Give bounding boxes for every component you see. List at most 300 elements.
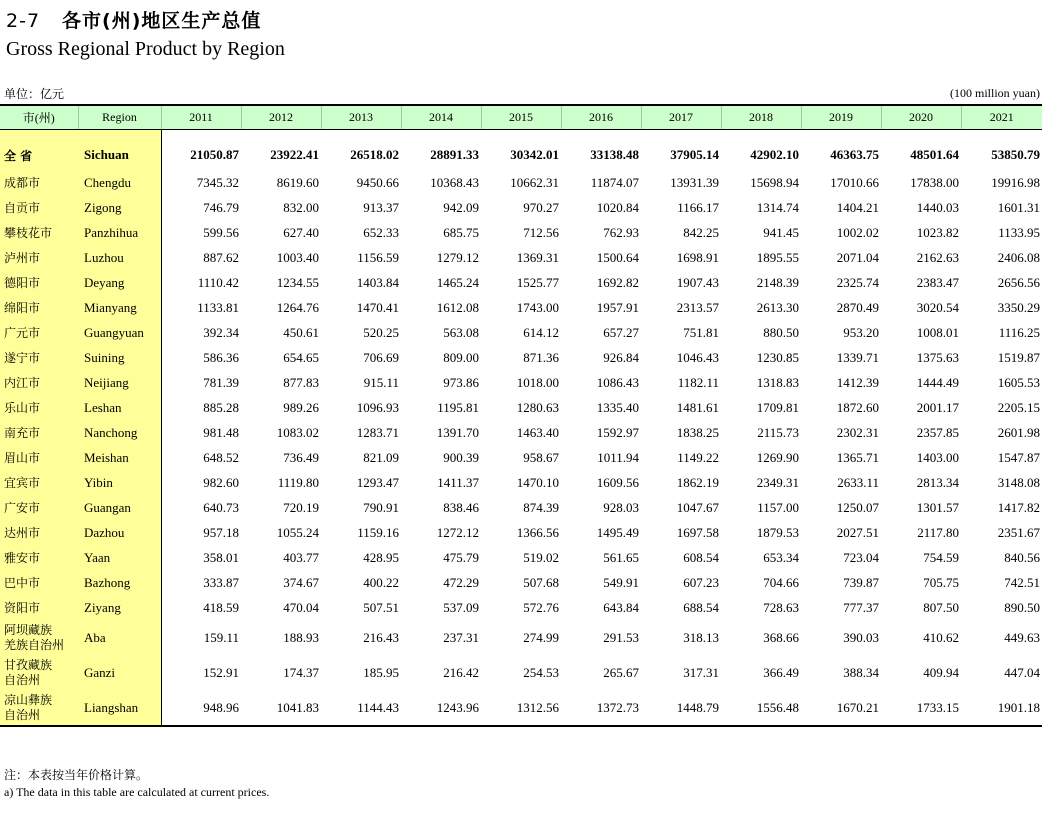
value-cell: 152.91 — [203, 664, 239, 680]
value-cell: 885.28 — [203, 399, 239, 415]
table-row — [0, 195, 1042, 220]
value-cell: 1592.97 — [596, 424, 639, 440]
value-cell: 2302.31 — [836, 424, 879, 440]
value-cell: 2162.63 — [916, 249, 959, 265]
value-cell: 1403.84 — [356, 274, 399, 290]
value-cell: 1411.37 — [437, 474, 479, 490]
value-cell: 53850.79 — [991, 147, 1040, 162]
value-cell: 7345.32 — [196, 174, 239, 190]
value-cell: 913.37 — [363, 199, 399, 215]
region-en: Aba — [78, 620, 161, 655]
value-cell: 777.37 — [843, 599, 879, 615]
value-cell: 1116.25 — [998, 324, 1040, 340]
value-cell: 599.56 — [203, 224, 239, 240]
value-cell: 654.65 — [283, 349, 319, 365]
header-region-en: Region — [78, 105, 161, 130]
value-cell: 2613.30 — [756, 299, 799, 315]
value-cell: 640.73 — [203, 499, 239, 515]
value-cell: 42902.10 — [750, 147, 799, 162]
value-cell: 1901.18 — [961, 690, 1042, 726]
header-year: 2012 — [241, 105, 321, 130]
header-year: 2017 — [641, 105, 721, 130]
value-cell: 1957.91 — [596, 299, 639, 315]
header-year: 2015 — [481, 105, 561, 130]
region-cn: 自贡市 — [0, 195, 78, 220]
value-cell: 1023.82 — [916, 224, 959, 240]
value-cell: 1448.79 — [641, 690, 721, 726]
value-cell: 643.84 — [603, 599, 639, 615]
value-cell: 450.61 — [283, 324, 319, 340]
table-row — [0, 345, 1042, 370]
value-cell: 1301.57 — [916, 499, 959, 515]
value-cell: 942.09 — [443, 199, 479, 215]
region-en: Panzhihua — [78, 220, 161, 245]
value-cell: 507.51 — [363, 599, 399, 615]
value-cell: 608.54 — [683, 549, 719, 565]
value-cell: 1391.70 — [436, 424, 479, 440]
table-row — [0, 320, 1042, 345]
value-cell: 970.27 — [523, 199, 559, 215]
region-en: Dazhou — [78, 520, 161, 545]
value-cell: 2325.74 — [836, 274, 879, 290]
value-cell: 470.04 — [283, 599, 319, 615]
note-en: a) The data in this table are calculated at current prices. — [4, 785, 270, 799]
value-cell: 1369.31 — [516, 249, 559, 265]
value-cell: 1280.63 — [516, 399, 559, 415]
value-cell: 2148.39 — [756, 274, 799, 290]
table-row — [0, 545, 1042, 570]
region-en: Yaan — [78, 545, 161, 570]
value-cell: 1525.77 — [516, 274, 559, 290]
region-en: Suining — [78, 345, 161, 370]
value-cell: 447.04 — [1004, 664, 1040, 680]
value-cell: 561.65 — [603, 549, 639, 565]
value-cell: 265.67 — [603, 664, 639, 680]
value-cell: 23922.41 — [270, 147, 319, 162]
value-cell: 1366.56 — [516, 524, 559, 540]
value-cell: 2357.85 — [916, 424, 959, 440]
value-cell: 586.36 — [203, 349, 239, 365]
value-cell: 1312.56 — [481, 690, 561, 726]
value-cell: 48501.64 — [910, 147, 959, 162]
value-cell: 1002.02 — [836, 224, 879, 240]
value-cell: 428.95 — [363, 549, 399, 565]
value-cell: 736.49 — [283, 449, 319, 465]
value-cell: 1318.83 — [756, 374, 799, 390]
value-cell: 1110.42 — [197, 274, 239, 290]
value-cell: 1096.93 — [356, 399, 399, 415]
value-cell: 317.31 — [683, 664, 719, 680]
value-cell: 1055.24 — [276, 524, 319, 540]
value-cell: 1293.47 — [356, 474, 399, 490]
value-cell: 1133.81 — [197, 299, 239, 315]
value-cell: 3020.54 — [916, 299, 959, 315]
region-cn: 广元市 — [0, 320, 78, 345]
value-cell: 653.34 — [763, 549, 799, 565]
value-cell: 871.36 — [523, 349, 559, 365]
header-year: 2018 — [721, 105, 801, 130]
region-en: Mianyang — [78, 295, 161, 320]
value-cell: 928.03 — [603, 499, 639, 515]
value-cell: 1895.55 — [756, 249, 799, 265]
region-cn-line1: 阿坝藏族 — [4, 622, 53, 637]
value-cell: 254.53 — [523, 664, 559, 680]
unit-label-en: (100 million yuan) — [950, 86, 1040, 100]
region-en: Guangyuan — [78, 320, 161, 345]
value-cell: 1156.59 — [357, 249, 399, 265]
header-year: 2019 — [801, 105, 881, 130]
value-cell: 10368.43 — [430, 174, 479, 190]
value-cell: 1709.81 — [756, 399, 799, 415]
region-en: Liangshan — [78, 690, 161, 726]
value-cell: 2406.08 — [997, 249, 1040, 265]
value-cell: 1020.84 — [596, 199, 639, 215]
region-cn — [0, 690, 78, 726]
value-cell: 10662.31 — [510, 174, 559, 190]
value-cell: 809.00 — [443, 349, 479, 365]
region-cn: 全 省 — [0, 130, 78, 171]
value-cell: 1907.43 — [676, 274, 719, 290]
region-cn: 南充市 — [0, 420, 78, 445]
value-cell: 739.87 — [843, 574, 879, 590]
value-cell: 742.51 — [1004, 574, 1040, 590]
value-cell: 400.22 — [363, 574, 399, 590]
value-cell: 19916.98 — [991, 174, 1040, 190]
value-cell: 159.11 — [203, 629, 239, 645]
table-row — [0, 245, 1042, 270]
value-cell: 388.34 — [843, 664, 879, 680]
value-cell: 887.62 — [203, 249, 239, 265]
header-year: 2020 — [881, 105, 961, 130]
value-cell: 13931.39 — [670, 174, 719, 190]
value-cell: 1463.40 — [516, 424, 559, 440]
value-cell: 390.03 — [843, 629, 879, 645]
table-row — [0, 595, 1042, 620]
value-cell: 3350.29 — [997, 299, 1040, 315]
value-cell: 1157.00 — [757, 499, 799, 515]
value-cell: 17838.00 — [910, 174, 959, 190]
value-cell: 2813.34 — [916, 474, 959, 490]
value-cell: 11874.07 — [590, 174, 639, 190]
value-cell: 520.25 — [363, 324, 399, 340]
value-cell: 291.53 — [603, 629, 639, 645]
value-cell: 842.25 — [683, 224, 719, 240]
region-en: Neijiang — [78, 370, 161, 395]
value-cell: 418.59 — [203, 599, 239, 615]
value-cell: 1243.96 — [401, 690, 481, 726]
region-cn: 绵阳市 — [0, 295, 78, 320]
value-cell: 706.69 — [363, 349, 399, 365]
table-row — [0, 620, 1042, 655]
value-cell: 982.60 — [203, 474, 239, 490]
value-cell: 957.18 — [203, 524, 239, 540]
value-cell: 832.00 — [283, 199, 319, 215]
value-cell: 1404.21 — [836, 199, 879, 215]
value-cell: 958.67 — [523, 449, 559, 465]
value-cell: 37905.14 — [670, 147, 719, 162]
value-cell: 2027.51 — [836, 524, 879, 540]
value-cell: 762.93 — [603, 224, 639, 240]
value-cell: 781.39 — [203, 374, 239, 390]
value-cell: 403.77 — [283, 549, 319, 565]
value-cell: 1339.71 — [836, 349, 879, 365]
table-row — [0, 655, 1042, 690]
region-cn: 宜宾市 — [0, 470, 78, 495]
table-row — [0, 470, 1042, 495]
value-cell: 1403.00 — [916, 449, 959, 465]
value-cell: 28891.33 — [430, 147, 479, 162]
region-cn-line2: 自治州 — [4, 707, 41, 722]
value-cell: 318.13 — [683, 629, 719, 645]
region-en: Ziyang — [78, 595, 161, 620]
value-cell: 1011.94 — [597, 449, 639, 465]
value-cell: 1612.08 — [436, 299, 479, 315]
value-cell: 237.31 — [443, 629, 479, 645]
value-cell: 475.79 — [443, 549, 479, 565]
value-cell: 1609.56 — [596, 474, 639, 490]
header-year: 2013 — [321, 105, 401, 130]
value-cell: 21050.87 — [190, 147, 239, 162]
table-row — [0, 520, 1042, 545]
value-cell: 1234.55 — [276, 274, 319, 290]
value-cell: 519.02 — [523, 549, 559, 565]
value-cell: 720.19 — [283, 499, 319, 515]
region-cn-line2: 羌族自治州 — [4, 637, 65, 652]
value-cell: 688.54 — [683, 599, 719, 615]
region-en: Guangan — [78, 495, 161, 520]
table-row — [0, 220, 1042, 245]
value-cell: 1879.53 — [756, 524, 799, 540]
unit-label-cn: 单位：亿元 — [4, 87, 65, 101]
value-cell: 877.83 — [283, 374, 319, 390]
region-en: Ganzi — [78, 655, 161, 690]
value-cell: 1872.60 — [836, 399, 879, 415]
value-cell: 2071.04 — [836, 249, 879, 265]
value-cell: 507.68 — [523, 574, 559, 590]
table-row — [0, 395, 1042, 420]
value-cell: 1230.85 — [756, 349, 799, 365]
value-cell: 685.75 — [443, 224, 479, 240]
value-cell: 33138.48 — [590, 147, 639, 162]
value-cell: 1314.74 — [756, 199, 799, 215]
value-cell: 900.39 — [443, 449, 479, 465]
value-cell: 188.93 — [283, 629, 319, 645]
value-cell: 30342.01 — [510, 147, 559, 162]
value-cell: 1670.21 — [801, 690, 881, 726]
value-cell: 1149.22 — [677, 449, 719, 465]
value-cell: 410.62 — [923, 629, 959, 645]
value-cell: 216.42 — [443, 664, 479, 680]
value-cell: 274.99 — [523, 629, 559, 645]
value-cell: 926.84 — [603, 349, 639, 365]
value-cell: 185.95 — [363, 664, 399, 680]
value-cell: 3148.08 — [997, 474, 1040, 490]
value-cell: 1133.95 — [998, 224, 1040, 240]
table-row — [0, 690, 1042, 726]
value-cell: 1046.43 — [676, 349, 719, 365]
value-cell: 174.37 — [283, 664, 319, 680]
page-title-en: Gross Regional Product by Region — [6, 38, 285, 60]
value-cell: 948.96 — [161, 690, 241, 726]
value-cell: 989.26 — [283, 399, 319, 415]
region-en: Luzhou — [78, 245, 161, 270]
value-cell: 1417.82 — [997, 499, 1040, 515]
value-cell: 1272.12 — [436, 524, 479, 540]
value-cell: 2633.11 — [837, 474, 879, 490]
value-cell: 1335.40 — [596, 399, 639, 415]
header-year: 2021 — [961, 105, 1042, 130]
value-cell: 1470.10 — [516, 474, 559, 490]
value-cell: 1697.58 — [676, 524, 719, 540]
table-row — [0, 495, 1042, 520]
value-cell: 1440.03 — [916, 199, 959, 215]
value-cell: 2870.49 — [836, 299, 879, 315]
value-cell: 2351.67 — [997, 524, 1040, 540]
value-cell: 1166.17 — [677, 199, 719, 215]
value-cell: 1470.41 — [356, 299, 399, 315]
value-cell: 358.01 — [203, 549, 239, 565]
value-cell: 838.46 — [443, 499, 479, 515]
region-cn-line1: 甘孜藏族 — [4, 657, 53, 672]
value-cell: 333.87 — [203, 574, 239, 590]
region-cn: 遂宁市 — [0, 345, 78, 370]
value-cell: 572.76 — [523, 599, 559, 615]
region-cn: 德阳市 — [0, 270, 78, 295]
value-cell: 941.45 — [763, 224, 799, 240]
value-cell: 549.91 — [603, 574, 639, 590]
region-en: Sichuan — [78, 130, 161, 171]
value-cell: 537.09 — [443, 599, 479, 615]
value-cell: 973.86 — [443, 374, 479, 390]
table-row — [0, 445, 1042, 470]
value-cell: 627.40 — [283, 224, 319, 240]
value-cell: 366.49 — [763, 664, 799, 680]
value-cell: 1412.39 — [836, 374, 879, 390]
value-cell: 607.23 — [683, 574, 719, 590]
table-body — [0, 130, 1042, 727]
value-cell: 1372.73 — [561, 690, 641, 726]
value-cell: 953.20 — [843, 324, 879, 340]
value-cell: 1692.82 — [596, 274, 639, 290]
region-cn: 雅安市 — [0, 545, 78, 570]
value-cell: 1444.49 — [916, 374, 959, 390]
value-cell: 1481.61 — [676, 399, 719, 415]
value-cell: 1495.49 — [596, 524, 639, 540]
value-cell: 704.66 — [763, 574, 799, 590]
value-cell: 981.48 — [203, 424, 239, 440]
table-row — [0, 270, 1042, 295]
value-cell: 746.79 — [203, 199, 239, 215]
value-cell: 26518.02 — [350, 147, 399, 162]
gdp-table — [0, 104, 1042, 727]
region-en: Leshan — [78, 395, 161, 420]
region-cn — [0, 620, 78, 655]
value-cell: 374.67 — [283, 574, 319, 590]
value-cell: 1269.90 — [756, 449, 799, 465]
region-cn-line1: 凉山彝族 — [4, 692, 53, 707]
header-year: 2016 — [561, 105, 641, 130]
value-cell: 712.56 — [523, 224, 559, 240]
value-cell: 1086.43 — [596, 374, 639, 390]
value-cell: 1743.00 — [516, 299, 559, 315]
region-cn: 成都市 — [0, 170, 78, 195]
value-cell: 2117.80 — [917, 524, 959, 540]
value-cell: 2001.17 — [916, 399, 959, 415]
value-cell: 1144.43 — [321, 690, 401, 726]
value-cell: 1547.87 — [997, 449, 1040, 465]
value-cell: 1119.80 — [277, 474, 319, 490]
value-cell: 754.59 — [923, 549, 959, 565]
value-cell: 1365.71 — [836, 449, 879, 465]
value-cell: 1698.91 — [676, 249, 719, 265]
region-en: Chengdu — [78, 170, 161, 195]
value-cell: 1195.81 — [437, 399, 479, 415]
value-cell: 1862.19 — [676, 474, 719, 490]
page-title-cn — [6, 6, 261, 33]
value-cell: 1083.02 — [276, 424, 319, 440]
region-cn — [0, 655, 78, 690]
value-cell: 563.08 — [443, 324, 479, 340]
value-cell: 915.11 — [363, 374, 399, 390]
value-cell: 449.63 — [1004, 629, 1040, 645]
value-cell: 46363.75 — [830, 147, 879, 162]
region-cn: 达州市 — [0, 520, 78, 545]
table-row — [0, 295, 1042, 320]
region-en: Deyang — [78, 270, 161, 295]
value-cell: 9450.66 — [356, 174, 399, 190]
value-cell: 17010.66 — [830, 174, 879, 190]
value-cell: 2313.57 — [676, 299, 719, 315]
region-cn: 内江市 — [0, 370, 78, 395]
header-region-cn: 市(州) — [0, 105, 78, 130]
value-cell: 15698.94 — [750, 174, 799, 190]
table-number: 2-7 — [6, 10, 41, 32]
value-cell: 874.39 — [523, 499, 559, 515]
value-cell: 790.91 — [363, 499, 399, 515]
value-cell: 2601.98 — [997, 424, 1040, 440]
value-cell: 2349.31 — [756, 474, 799, 490]
value-cell: 705.75 — [923, 574, 959, 590]
value-cell: 1003.40 — [276, 249, 319, 265]
region-en: Nanchong — [78, 420, 161, 445]
value-cell: 751.81 — [683, 324, 719, 340]
value-cell: 648.52 — [203, 449, 239, 465]
value-cell: 1264.76 — [276, 299, 319, 315]
value-cell: 8619.60 — [276, 174, 319, 190]
table-row — [0, 370, 1042, 395]
region-cn-line2: 自治州 — [4, 672, 41, 687]
header-year: 2014 — [401, 105, 481, 130]
value-cell: 890.50 — [1004, 599, 1040, 615]
value-cell: 1283.71 — [356, 424, 399, 440]
region-cn: 眉山市 — [0, 445, 78, 470]
region-en: Yibin — [78, 470, 161, 495]
value-cell: 1182.11 — [677, 374, 719, 390]
value-cell: 728.63 — [763, 599, 799, 615]
value-cell: 657.27 — [603, 324, 639, 340]
title-cn-text: 各市(州)地区生产总值 — [62, 10, 262, 32]
value-cell: 1041.83 — [241, 690, 321, 726]
value-cell: 1601.31 — [997, 199, 1040, 215]
value-cell: 1733.15 — [881, 690, 961, 726]
note-cn: 注：本表按当年价格计算。 — [4, 768, 149, 782]
value-cell: 652.33 — [363, 224, 399, 240]
value-cell: 2656.56 — [997, 274, 1040, 290]
value-cell: 472.29 — [443, 574, 479, 590]
value-cell: 880.50 — [763, 324, 799, 340]
table-header-row — [0, 105, 1042, 130]
region-en: Meishan — [78, 445, 161, 470]
